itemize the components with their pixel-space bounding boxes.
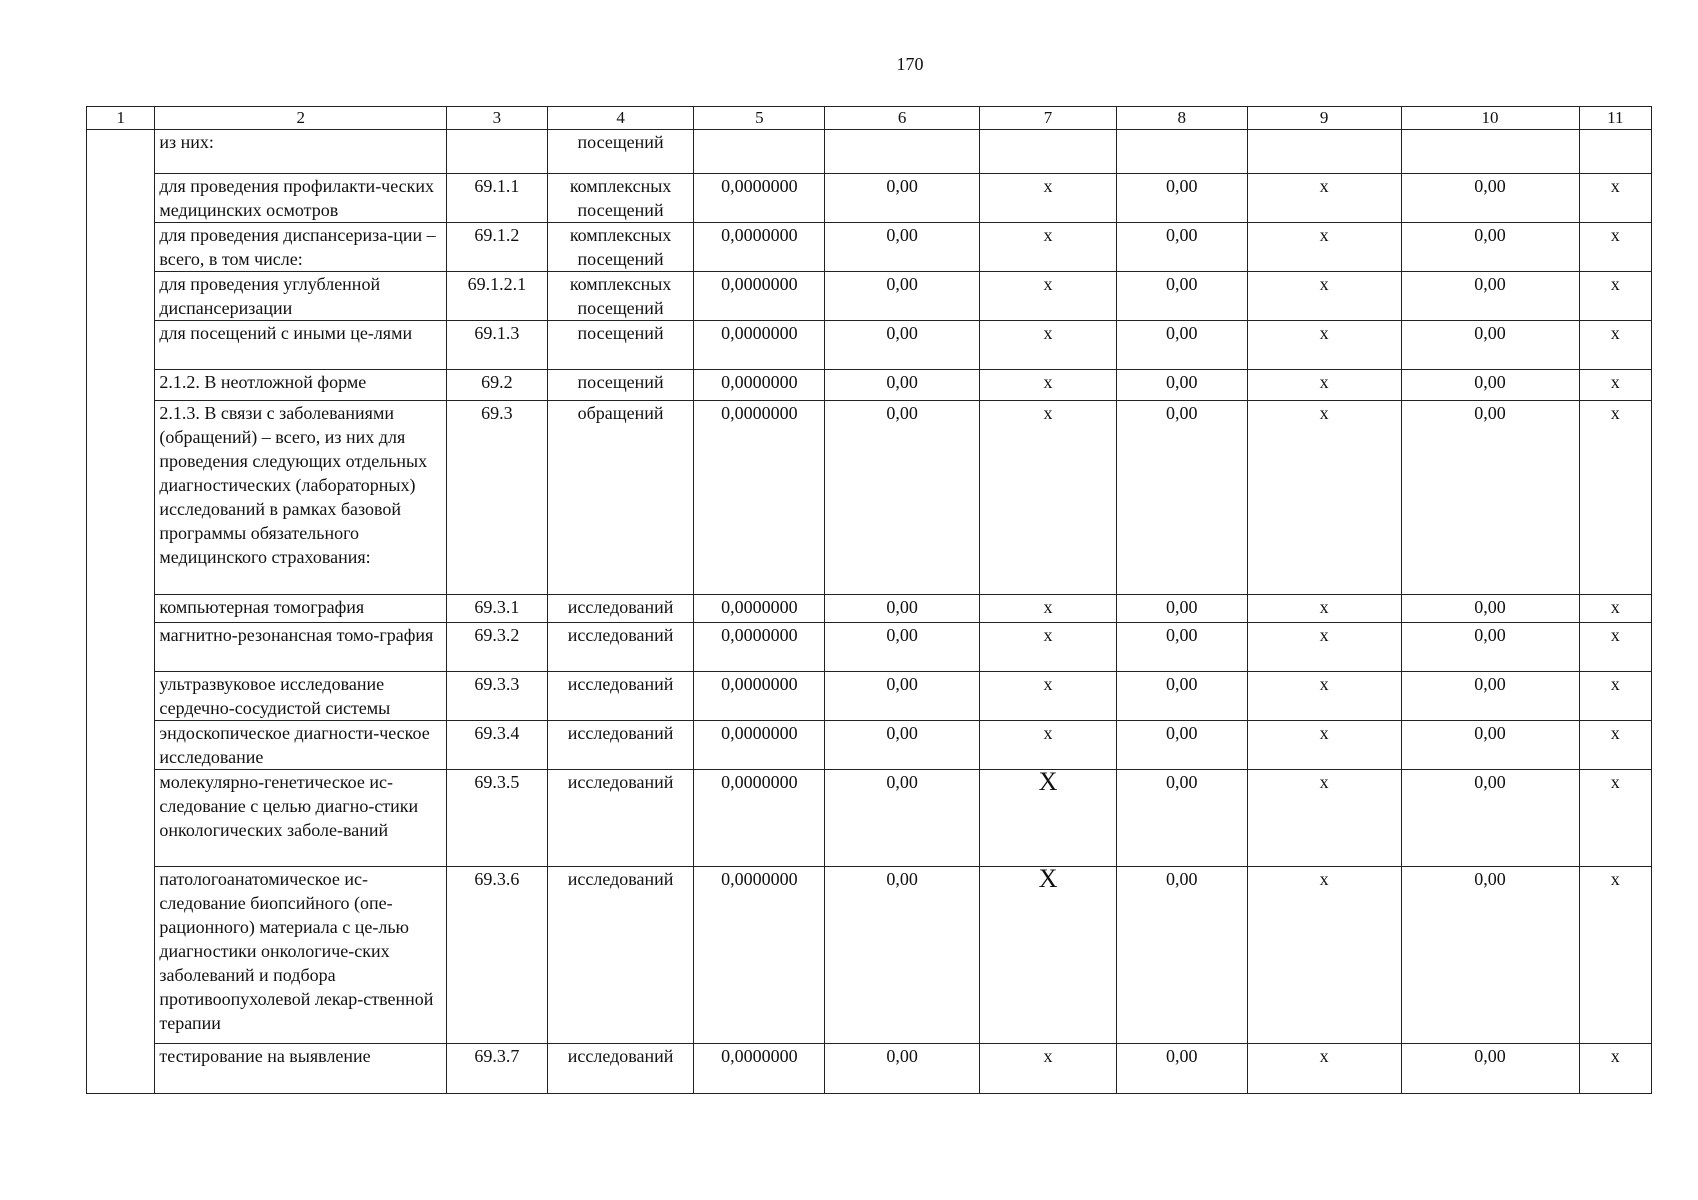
cell-mark: х: [1579, 272, 1651, 321]
cell-mark: [980, 130, 1117, 174]
table-row: [87, 1044, 1652, 1094]
cell-mark: х: [1247, 272, 1401, 321]
cell-name: магнитно-резонансная томо-графия: [155, 623, 447, 672]
table-row: [87, 867, 1652, 1044]
cell-value: 0,0000000: [694, 223, 825, 272]
cell-mark: х: [1579, 595, 1651, 623]
cell-value: 0,00: [1401, 370, 1579, 401]
cell-code: 69.3.6: [447, 867, 548, 1044]
cell-unit: исследований: [547, 672, 694, 721]
cell-mark: х: [1247, 223, 1401, 272]
data-table: [86, 106, 1652, 1094]
col-header: 3: [447, 107, 548, 130]
col-header: 2: [155, 107, 447, 130]
cell-mark: Х: [980, 770, 1117, 867]
cell-value: 0,00: [1116, 321, 1247, 370]
cell-unit: посещений: [547, 370, 694, 401]
col-header: 5: [694, 107, 825, 130]
col-header: 4: [547, 107, 694, 130]
cell-code: 69.1.1: [447, 174, 548, 223]
table-row: [87, 623, 1652, 672]
cell-value: 0,00: [825, 401, 980, 595]
cell-value: 0,00: [1116, 770, 1247, 867]
cell-unit: исследований: [547, 623, 694, 672]
cell-mark: х: [980, 623, 1117, 672]
cell-value: 0,0000000: [694, 595, 825, 623]
cell-code: 69.2: [447, 370, 548, 401]
table-row: [87, 401, 1652, 595]
col-header: 9: [1247, 107, 1401, 130]
cell-code: 69.3.3: [447, 672, 548, 721]
cell-code: 69.3.1: [447, 595, 548, 623]
cell-unit: исследований: [547, 721, 694, 770]
cell-value: 0,0000000: [694, 623, 825, 672]
cell-value: 0,00: [825, 721, 980, 770]
table-row: [87, 272, 1652, 321]
cell-unit: комплексных посещений: [547, 174, 694, 223]
cell-value: 0,00: [1116, 370, 1247, 401]
cell-mark: х: [1247, 370, 1401, 401]
cell-value: 0,00: [1116, 595, 1247, 623]
cell-value: 0,0000000: [694, 321, 825, 370]
cell-mark: х: [980, 174, 1117, 223]
cell-mark: х: [1579, 623, 1651, 672]
cell-value: 0,00: [825, 770, 980, 867]
cell-value: 0,00: [1401, 623, 1579, 672]
cell-value: 0,00: [825, 672, 980, 721]
cell-name: патологоанатомическое ис-следование биопсийного (опе-рационного) материала с це-лью диагностики онкологиче-ских заболеваний и подбора противоопухолевой лекар-ственной терапии: [155, 867, 447, 1044]
header-row: [87, 107, 1652, 130]
col-header: 7: [980, 107, 1117, 130]
cell-value: 0,00: [825, 272, 980, 321]
cell-mark: х: [980, 1044, 1117, 1094]
cell-value: 0,00: [825, 370, 980, 401]
cell-code: 69.1.3: [447, 321, 548, 370]
cell-name: молекулярно-генетическое ис-следование с целью диагно-стики онкологических заболе-ваний: [155, 770, 447, 867]
cell-unit: посещений: [547, 321, 694, 370]
cell-mark: х: [1247, 721, 1401, 770]
cell-unit: исследований: [547, 595, 694, 623]
page-number: 170: [896, 54, 924, 74]
cell-value: 0,0000000: [694, 1044, 825, 1094]
cell-mark: Х: [980, 867, 1117, 1044]
cell-value: 0,00: [1401, 770, 1579, 867]
cell-value: 0,0000000: [694, 672, 825, 721]
cell-value: 0,00: [1401, 272, 1579, 321]
cell-name: 2.1.3. В связи с заболеваниями (обращений) – всего, из них для проведения следующих отдельных диагностических (лабораторных) исследований в рамках базовой программы обязательного медицинского страхования:: [155, 401, 447, 595]
col-header: 11: [1579, 107, 1651, 130]
cell-mark: х: [1247, 595, 1401, 623]
cell-code: 69.3.4: [447, 721, 548, 770]
table-row: [87, 721, 1652, 770]
cell-unit: исследований: [547, 770, 694, 867]
cell-name: тестирование на выявление: [155, 1044, 447, 1094]
col-header: 8: [1116, 107, 1247, 130]
cell-name: компьютерная томография: [155, 595, 447, 623]
cell-name: эндоскопическое диагности-ческое исследование: [155, 721, 447, 770]
cell-name: из них:: [155, 130, 447, 174]
cell-value: 0,00: [825, 321, 980, 370]
cell-value: 0,00: [1401, 867, 1579, 1044]
cell-code: 69.3.2: [447, 623, 548, 672]
cell-name: ультразвуковое исследование сердечно-сосудистой системы: [155, 672, 447, 721]
cell-value: 0,00: [1116, 623, 1247, 672]
cell-value: 0,00: [825, 1044, 980, 1094]
cell-mark: х: [1579, 223, 1651, 272]
cell-value: 0,00: [825, 174, 980, 223]
cell-code: 69.1.2.1: [447, 272, 548, 321]
cell-mark: х: [1579, 1044, 1651, 1094]
cell-col1: [87, 130, 155, 1094]
cell-value: 0,00: [1401, 1044, 1579, 1094]
cell-value: 0,00: [1401, 401, 1579, 595]
cell-mark: х: [980, 672, 1117, 721]
table-row: [87, 130, 1652, 174]
table-row: [87, 770, 1652, 867]
cell-value: 0,00: [1401, 672, 1579, 721]
cell-mark: х: [1579, 672, 1651, 721]
cell-value: 0,00: [1401, 595, 1579, 623]
cell-value: 0,0000000: [694, 867, 825, 1044]
cell-value: [825, 130, 980, 174]
cell-mark: х: [1247, 1044, 1401, 1094]
cell-unit: исследований: [547, 867, 694, 1044]
cell-mark: х: [1247, 321, 1401, 370]
cell-value: [694, 130, 825, 174]
col-header: 6: [825, 107, 980, 130]
cell-name: для проведения углубленной диспансеризации: [155, 272, 447, 321]
cell-value: 0,0000000: [694, 370, 825, 401]
cell-code: 69.3: [447, 401, 548, 595]
cell-name: для проведения профилакти-ческих медицинских осмотров: [155, 174, 447, 223]
cell-value: 0,00: [1116, 721, 1247, 770]
cell-mark: х: [1247, 867, 1401, 1044]
table-row: [87, 595, 1652, 623]
cell-mark: [1579, 130, 1651, 174]
cell-value: 0,00: [1116, 867, 1247, 1044]
cell-unit: посещений: [547, 130, 694, 174]
cell-mark: [1247, 130, 1401, 174]
cell-value: 0,00: [1116, 1044, 1247, 1094]
cell-name: 2.1.2. В неотложной форме: [155, 370, 447, 401]
cell-mark: х: [980, 370, 1117, 401]
cell-mark: х: [980, 272, 1117, 321]
cell-mark: х: [1247, 770, 1401, 867]
cell-unit: комплексных посещений: [547, 272, 694, 321]
cell-mark: х: [1579, 370, 1651, 401]
cell-value: [1401, 130, 1579, 174]
cell-mark: х: [1247, 672, 1401, 721]
cell-value: [1116, 130, 1247, 174]
cell-name: для проведения диспансериза-ции – всего, в том числе:: [155, 223, 447, 272]
cell-unit: обращений: [547, 401, 694, 595]
cell-mark: х: [980, 321, 1117, 370]
cell-mark: х: [980, 223, 1117, 272]
cell-code: 69.3.5: [447, 770, 548, 867]
cell-value: 0,00: [1401, 721, 1579, 770]
cell-value: 0,00: [825, 223, 980, 272]
cell-mark: х: [980, 595, 1117, 623]
cell-unit: комплексных посещений: [547, 223, 694, 272]
cell-mark: х: [1579, 174, 1651, 223]
cell-unit: исследований: [547, 1044, 694, 1094]
cell-mark: х: [1247, 174, 1401, 223]
cell-mark: х: [1579, 867, 1651, 1044]
cell-value: 0,00: [1401, 174, 1579, 223]
cell-mark: х: [980, 401, 1117, 595]
col-header: 1: [87, 107, 155, 130]
cell-value: 0,00: [1116, 401, 1247, 595]
cell-value: 0,0000000: [694, 721, 825, 770]
cell-mark: х: [980, 721, 1117, 770]
cell-value: 0,00: [1401, 223, 1579, 272]
cell-value: 0,00: [1116, 223, 1247, 272]
cell-mark: х: [1247, 401, 1401, 595]
cell-code: 69.1.2: [447, 223, 548, 272]
table-row: [87, 223, 1652, 272]
cell-mark: х: [1579, 721, 1651, 770]
cell-value: 0,00: [1116, 272, 1247, 321]
cell-value: 0,00: [1116, 174, 1247, 223]
cell-mark: х: [1579, 770, 1651, 867]
cell-value: 0,00: [825, 867, 980, 1044]
cell-value: 0,00: [1116, 672, 1247, 721]
cell-value: 0,00: [1401, 321, 1579, 370]
cell-mark: х: [1247, 623, 1401, 672]
cell-value: 0,0000000: [694, 272, 825, 321]
cell-name: для посещений с иными це-лями: [155, 321, 447, 370]
table-row: [87, 672, 1652, 721]
cell-code: 69.3.7: [447, 1044, 548, 1094]
cell-value: 0,00: [825, 595, 980, 623]
cell-value: 0,0000000: [694, 174, 825, 223]
cell-value: 0,0000000: [694, 401, 825, 595]
table-row: [87, 370, 1652, 401]
col-header: 10: [1401, 107, 1579, 130]
cell-mark: х: [1579, 321, 1651, 370]
cell-code: [447, 130, 548, 174]
table-row: [87, 174, 1652, 223]
cell-value: 0,0000000: [694, 770, 825, 867]
table-row: [87, 321, 1652, 370]
cell-mark: х: [1579, 401, 1651, 595]
cell-value: 0,00: [825, 623, 980, 672]
